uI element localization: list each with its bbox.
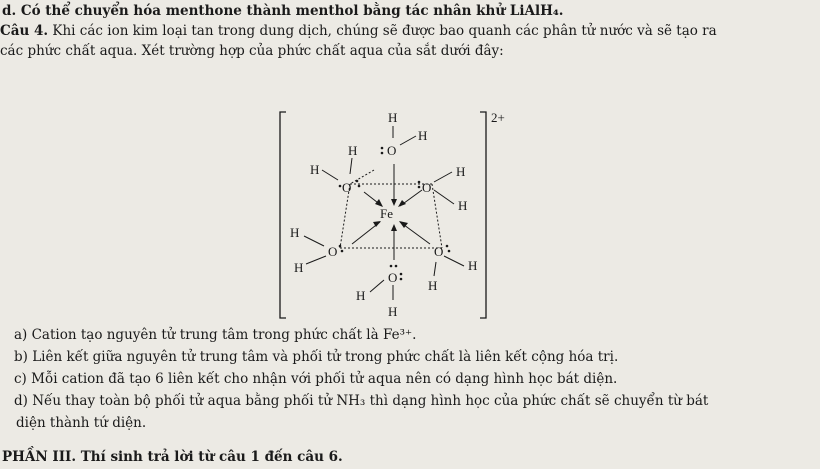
h-ur-1: H	[456, 164, 466, 179]
h-ul-1: H	[348, 143, 358, 158]
statement-a: a) Cation tạo nguyên tử trung tâm trong phức chất là Fe³⁺.	[14, 327, 417, 343]
o-upper-left: O	[342, 180, 352, 195]
charge-label: 2+	[491, 110, 505, 125]
h-bottom-2: H	[388, 304, 398, 319]
h-lr-2: H	[428, 278, 438, 293]
item-d-text: d. Có thể chuyển hóa menthone thành menthol bằng tác nhân khử LiAlH₄.	[2, 3, 564, 19]
o-upper-right: O	[422, 180, 432, 195]
iron-aqua-complex-diagram	[272, 100, 562, 325]
statement-b: b) Liên kết giữa nguyên tử trung tâm và phối tử trong phức chất là liên kết cộng hóa trị.	[14, 349, 619, 365]
fe-label: Fe	[380, 206, 393, 221]
statement-d: d) Nếu thay toàn bộ phối tử aqua bằng phối tử NH₃ thì dạng hình học của phức chất sẽ chuyển từ bát	[14, 393, 709, 409]
h-top-2: H	[418, 128, 428, 143]
h-ul-2: H	[310, 162, 320, 177]
question-4-line2: các phức chất aqua. Xét trường hợp của phức chất aqua của sắt dưới đây:	[0, 43, 504, 59]
h-lr-1: H	[468, 258, 478, 273]
statement-d-cont: diện thành tứ diện.	[16, 415, 147, 431]
h-ur-2: H	[458, 198, 468, 213]
h-bottom-1: H	[356, 288, 366, 303]
h-ll-1: H	[290, 225, 300, 240]
question-4-line1	[0, 22, 717, 40]
right-bracket	[480, 112, 486, 318]
o-bottom: O	[388, 270, 398, 285]
left-bracket	[280, 112, 286, 318]
h-ll-2: H	[294, 260, 304, 275]
item-d-menthone	[2, 2, 563, 20]
part-3-heading: PHẦN III. Thí sinh trả lời từ câu 1 đến câu 6.	[2, 449, 343, 465]
question-4-label: Câu 4.	[0, 23, 49, 39]
h-top-1: H	[388, 110, 398, 125]
question-4-text: Khi các ion kim loại tan trong dung dịch, chúng sẽ được bao quanh các phân tử nước và sẽ tạo ra	[48, 23, 717, 39]
o-top: O	[387, 143, 397, 158]
statement-c: c) Mỗi cation đã tạo 6 liên kết cho nhận với phối tử aqua nên có dạng hình học bát diện.	[14, 371, 618, 387]
o-lower-right: O	[434, 244, 444, 259]
o-lower-left: O	[328, 244, 338, 259]
